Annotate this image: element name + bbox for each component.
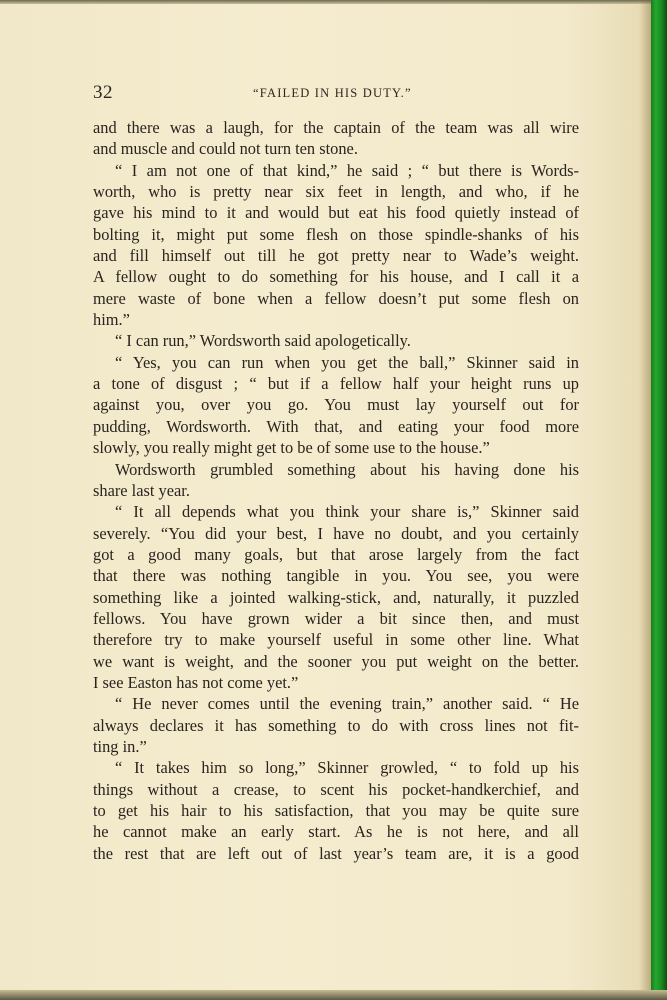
text-line: got a good many goals, but that arose largely from the fact [93,544,579,564]
text-line: share last year. [93,480,190,500]
text-line: against you, over you go. You must lay yourself out for [93,395,579,415]
text-line: “ I can run,” Wordsworth said apologetically. [115,331,411,351]
text-line: mere waste of bone when a fellow doesn’t put some flesh on [93,288,579,308]
text-line: severely. “You did your best, I have no doubt, and you certainly [93,523,579,543]
page-gutter-shadow [639,0,651,1000]
text-line: a tone of disgust ; “ but if a fellow half your height runs up [93,374,579,394]
text-line: I see Easton has not come yet.” [93,672,299,692]
text-line: and there was a laugh, for the captain of the team was all wire [93,118,579,137]
page-bottom-edge [0,990,667,1000]
text-line: we want is weight, and the sooner you put weight on the better. [93,651,579,671]
text-line: and fill himself out till he got pretty near to Wade’s weight. [93,246,579,266]
text-line: always declares it has something to do with cross lines not fit- [93,715,579,735]
text-line: “ I am not one of that kind,” he said ; “ but there is Words- [115,160,579,180]
text-line: the rest that are left out of last year’s team are, it is a good [93,843,579,863]
text-line: him.” [93,310,130,330]
text-line: therefore try to make yourself useful in some other line. What [93,630,579,650]
text-line: worth, who is pretty near six feet in length, and who, if he [93,182,579,202]
page-top-edge [0,0,667,4]
page-number: 32 [93,82,113,103]
text-line: “ Yes, you can run when you get the ball,” Skinner said in [115,352,579,372]
page-header [93,82,580,108]
text-line: something like a jointed walking-stick, and, naturally, it puzzled [93,587,579,607]
text-line: A fellow ought to do something for his house, and I call it a [93,267,579,287]
text-line: things without a crease, to scent his pocket-handkerchief, and [93,779,579,799]
text-line: fellows. You have grown wider a bit since then, and must [93,608,579,628]
text-line: pudding, Wordsworth. With that, and eating your food more [93,416,579,436]
text-line: ting in.” [93,736,147,756]
text-line: bolting it, might put some flesh on those spindle-shanks of his [93,224,579,244]
text-line: and muscle and could not turn ten stone. [93,139,358,159]
running-head: “FAILED IN HIS DUTY.” [253,86,412,100]
text-line: “ It takes him so long,” Skinner growled, “ to fold up his [115,758,579,778]
text-line: “ He never comes until the evening train,” another said. “ He [115,694,579,714]
text-line: slowly, you really might get to be of some use to the house.” [93,438,490,458]
text-line: gave his mind to it and would but eat his food quietly instead of [93,203,579,223]
body-text [93,117,579,864]
book-cover-edge [651,0,667,1000]
text-line: “ It all depends what you think your share is,” Skinner said [115,502,579,522]
text-line: to get his hair to his satisfaction, that you may be quite sure [93,801,579,820]
text-line: that there was nothing tangible in you. You see, you were [93,566,579,586]
text-line: he cannot make an early start. As he is not here, and all [93,822,579,842]
text-line: Wordsworth grumbled something about his having done his [115,459,579,479]
